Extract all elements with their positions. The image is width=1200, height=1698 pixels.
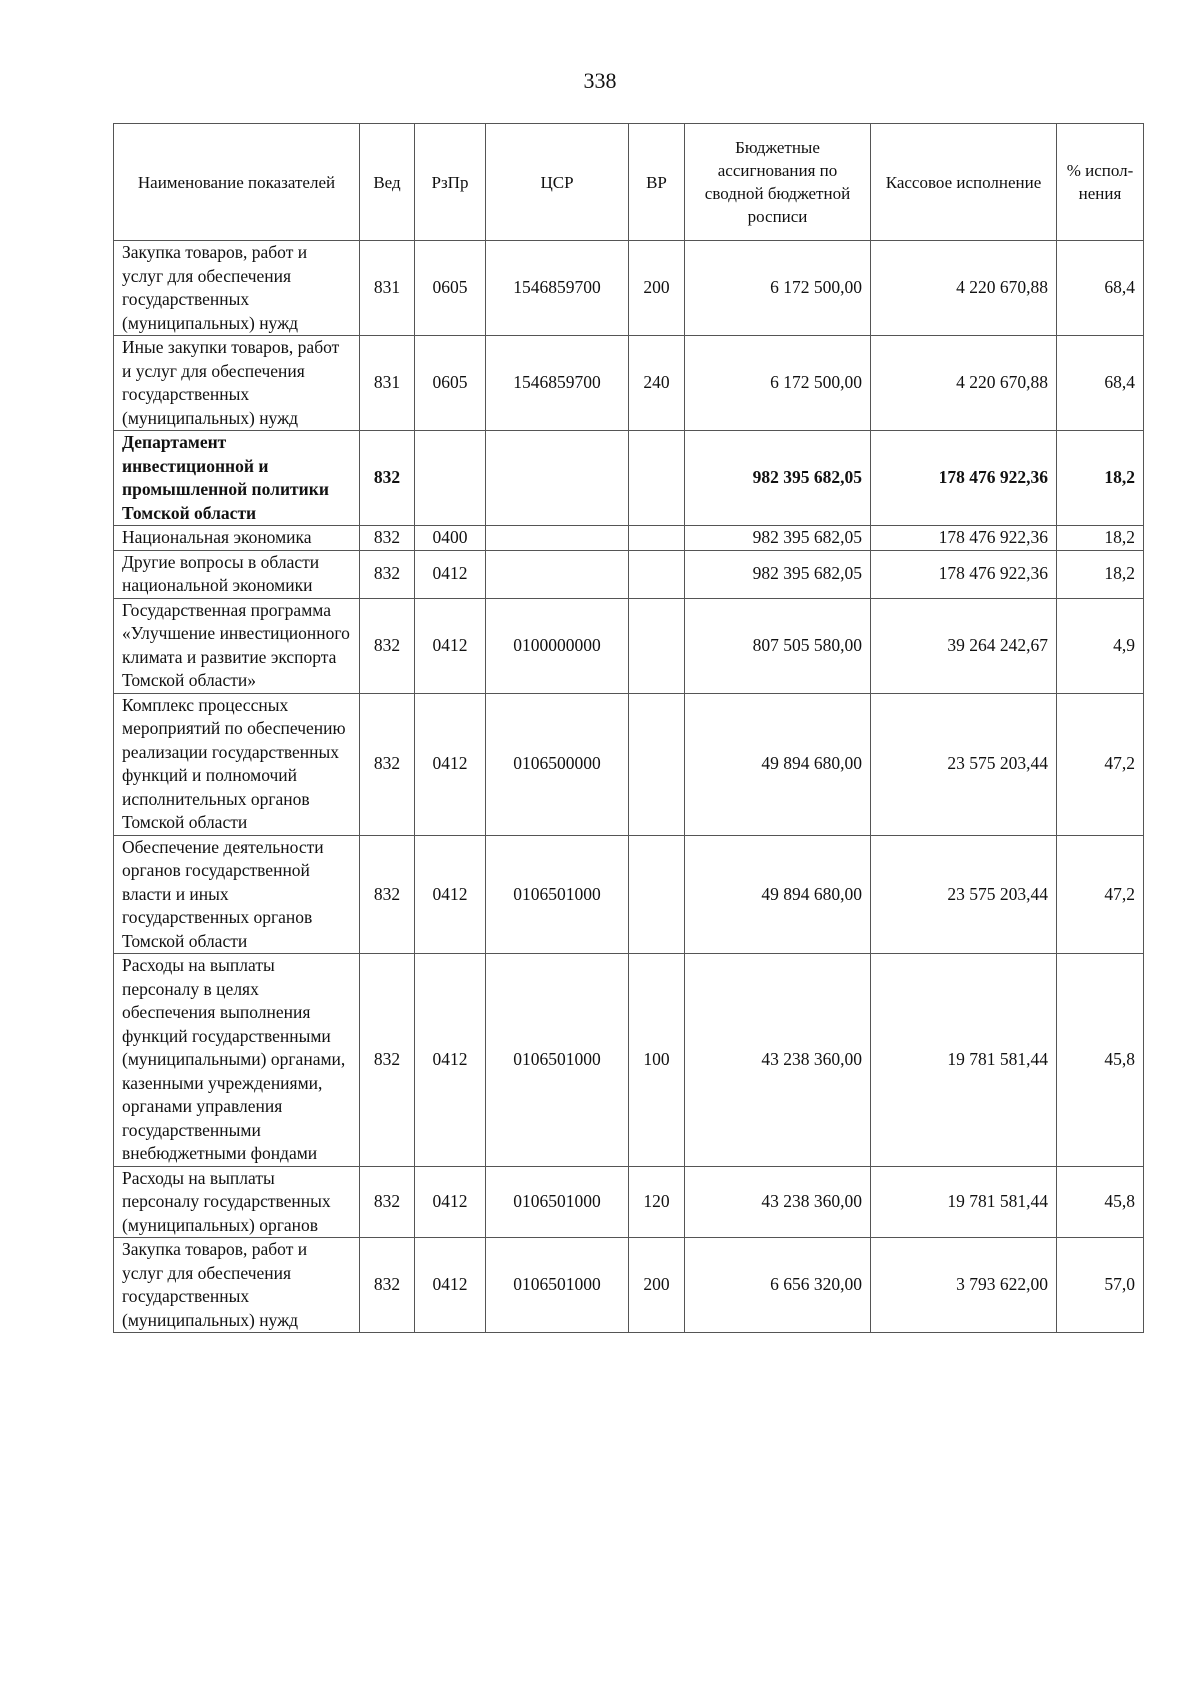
cell-ved: 831 — [360, 336, 415, 431]
cell-percent: 47,2 — [1057, 693, 1144, 835]
cell-vr: 200 — [629, 1238, 685, 1333]
cell-csr — [486, 431, 629, 526]
cell-rzpr: 0412 — [415, 954, 486, 1167]
cell-percent: 57,0 — [1057, 1238, 1144, 1333]
cell-vr: 200 — [629, 241, 685, 336]
cell-vr: 100 — [629, 954, 685, 1167]
cell-vr — [629, 835, 685, 954]
cell-cash: 4 220 670,88 — [871, 336, 1057, 431]
table-row-department — [114, 431, 1144, 526]
cell-percent: 18,2 — [1057, 526, 1144, 551]
cell-csr: 0106501000 — [486, 954, 629, 1167]
cell-percent: 4,9 — [1057, 598, 1144, 693]
cell-name: Расходы на выплаты персоналу государственных (муниципальных) органов — [114, 1166, 360, 1238]
table-row — [114, 693, 1144, 835]
cell-vr — [629, 598, 685, 693]
header-name: Наименование показателей — [114, 124, 360, 241]
table-row — [114, 241, 1144, 336]
table-row — [114, 954, 1144, 1167]
budget-table — [113, 123, 1144, 1333]
cell-csr: 0106501000 — [486, 1166, 629, 1238]
cell-vr — [629, 693, 685, 835]
table-row — [114, 598, 1144, 693]
cell-cash: 4 220 670,88 — [871, 241, 1057, 336]
cell-rzpr: 0605 — [415, 336, 486, 431]
cell-vr: 120 — [629, 1166, 685, 1238]
header-ved: Вед — [360, 124, 415, 241]
cell-ved: 832 — [360, 526, 415, 551]
header-csr: ЦСР — [486, 124, 629, 241]
cell-percent: 68,4 — [1057, 336, 1144, 431]
cell-csr: 1546859700 — [486, 336, 629, 431]
cell-ved: 832 — [360, 954, 415, 1167]
cell-ved: 832 — [360, 693, 415, 835]
cell-csr — [486, 550, 629, 598]
cell-rzpr: 0412 — [415, 835, 486, 954]
cell-cash: 3 793 622,00 — [871, 1238, 1057, 1333]
cell-name: Национальная экономика — [114, 526, 360, 551]
cell-budget: 982 395 682,05 — [685, 550, 871, 598]
table-row — [114, 1166, 1144, 1238]
cell-vr — [629, 526, 685, 551]
cell-name: Закупка товаров, работ и услуг для обеспечения государственных (муниципальных) нужд — [114, 241, 360, 336]
cell-budget: 982 395 682,05 — [685, 526, 871, 551]
cell-name: Департамент инвестиционной и промышленной политики Томской области — [114, 431, 360, 526]
cell-cash: 178 476 922,36 — [871, 550, 1057, 598]
cell-ved: 832 — [360, 550, 415, 598]
cell-rzpr: 0412 — [415, 1166, 486, 1238]
page-number: 338 — [583, 68, 617, 93]
cell-ved: 832 — [360, 1166, 415, 1238]
cell-cash: 19 781 581,44 — [871, 1166, 1057, 1238]
cell-name: Государственная программа «Улучшение инвестиционного климата и развитие экспорта Томской области» — [114, 598, 360, 693]
cell-rzpr: 0412 — [415, 598, 486, 693]
cell-percent: 68,4 — [1057, 241, 1144, 336]
table-row — [114, 1238, 1144, 1333]
cell-vr — [629, 550, 685, 598]
cell-cash: 39 264 242,67 — [871, 598, 1057, 693]
cell-percent: 47,2 — [1057, 835, 1144, 954]
cell-csr — [486, 526, 629, 551]
cell-budget: 43 238 360,00 — [685, 1166, 871, 1238]
cell-csr: 1546859700 — [486, 241, 629, 336]
cell-ved: 831 — [360, 241, 415, 336]
table-row — [114, 550, 1144, 598]
cell-percent: 18,2 — [1057, 431, 1144, 526]
cell-cash: 178 476 922,36 — [871, 431, 1057, 526]
cell-name: Расходы на выплаты персоналу в целях обеспечения выполнения функций государственными (муниципальными) органами, казенными учреждениями, органами управления государственными внебюджетными фондами — [114, 954, 360, 1167]
cell-percent: 45,8 — [1057, 954, 1144, 1167]
cell-name: Закупка товаров, работ и услуг для обеспечения государственных (муниципальных) нужд — [114, 1238, 360, 1333]
cell-name: Комплекс процессных мероприятий по обеспечению реализации государственных функций и полномочий исполнительных органов Томской области — [114, 693, 360, 835]
cell-ved: 832 — [360, 431, 415, 526]
cell-cash: 178 476 922,36 — [871, 526, 1057, 551]
cell-cash: 23 575 203,44 — [871, 693, 1057, 835]
cell-ved: 832 — [360, 1238, 415, 1333]
cell-budget: 982 395 682,05 — [685, 431, 871, 526]
cell-name: Обеспечение деятельности органов государственной власти и иных государственных органов Томской области — [114, 835, 360, 954]
table-header-row — [114, 124, 1144, 241]
cell-cash: 19 781 581,44 — [871, 954, 1057, 1167]
cell-budget: 6 656 320,00 — [685, 1238, 871, 1333]
table-row — [114, 526, 1144, 551]
header-percent: % испол-нения — [1057, 124, 1144, 241]
cell-rzpr: 0400 — [415, 526, 486, 551]
cell-budget: 49 894 680,00 — [685, 835, 871, 954]
cell-cash: 23 575 203,44 — [871, 835, 1057, 954]
header-rzpr: РзПр — [415, 124, 486, 241]
cell-budget: 6 172 500,00 — [685, 336, 871, 431]
cell-budget: 807 505 580,00 — [685, 598, 871, 693]
cell-rzpr: 0412 — [415, 693, 486, 835]
header-cash: Кассовое исполнение — [871, 124, 1057, 241]
cell-name: Другие вопросы в области национальной экономики — [114, 550, 360, 598]
cell-percent: 18,2 — [1057, 550, 1144, 598]
cell-csr: 0106501000 — [486, 1238, 629, 1333]
cell-csr: 0106500000 — [486, 693, 629, 835]
cell-ved: 832 — [360, 835, 415, 954]
cell-rzpr: 0605 — [415, 241, 486, 336]
cell-budget: 6 172 500,00 — [685, 241, 871, 336]
cell-budget: 49 894 680,00 — [685, 693, 871, 835]
header-vr: ВР — [629, 124, 685, 241]
cell-csr: 0106501000 — [486, 835, 629, 954]
table-row — [114, 835, 1144, 954]
header-budget: Бюджетные ассигнования по сводной бюджетной росписи — [685, 124, 871, 241]
cell-csr: 0100000000 — [486, 598, 629, 693]
cell-budget: 43 238 360,00 — [685, 954, 871, 1167]
cell-rzpr: 0412 — [415, 550, 486, 598]
cell-rzpr: 0412 — [415, 1238, 486, 1333]
cell-rzpr — [415, 431, 486, 526]
table-row — [114, 336, 1144, 431]
cell-percent: 45,8 — [1057, 1166, 1144, 1238]
cell-ved: 832 — [360, 598, 415, 693]
cell-name: Иные закупки товаров, работ и услуг для обеспечения государственных (муниципальных) нужд — [114, 336, 360, 431]
cell-vr: 240 — [629, 336, 685, 431]
cell-vr — [629, 431, 685, 526]
